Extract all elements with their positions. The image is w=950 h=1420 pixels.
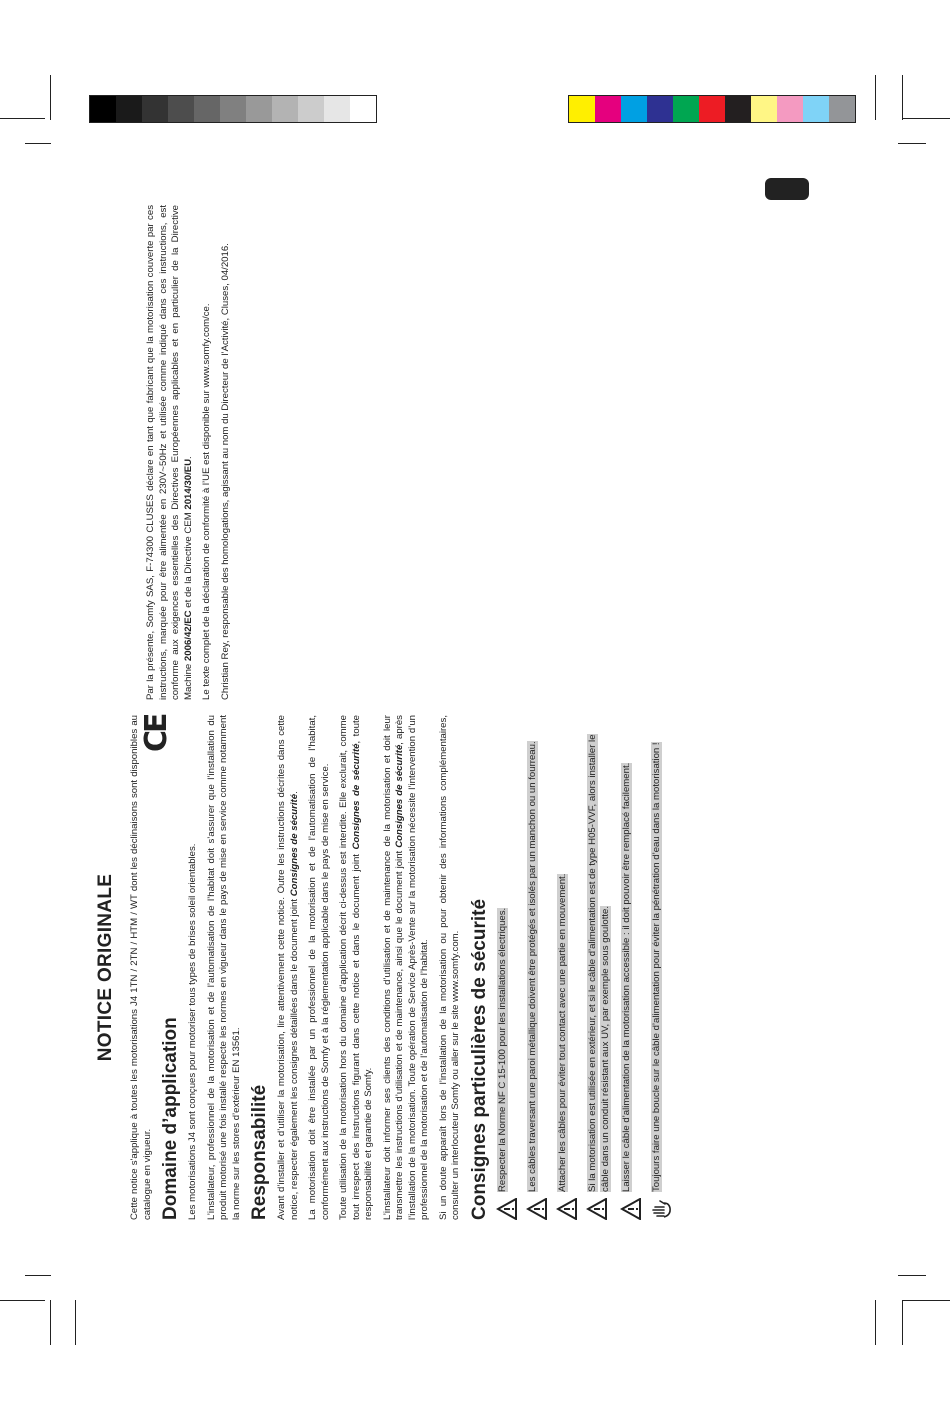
consigne-text: Respecter la Norme NF C 15-100 pour les installations électriques.	[496, 907, 508, 1192]
responsabilite-p1: Avant d’installer et d’utiliser la motorisation, lire attentivement cette notice. Outre les instructions décrites dans cette notice, respecter également les consignes détaillées dans le document joint Consignes de sécurité.	[276, 715, 300, 1220]
warning-icon	[586, 1198, 608, 1220]
warning-icon	[526, 1198, 548, 1220]
consigne-text: Laisser le câble d’alimentation de la motorisation accessible : il doit pouvoir être remplacé facilement.	[620, 762, 632, 1192]
crop-mark	[902, 118, 950, 119]
crop-mark	[25, 1275, 51, 1276]
page-title: NOTICE ORIGINALE	[95, 873, 116, 1062]
crop-mark	[50, 1300, 51, 1345]
declaration-p3: Christian Rey, responsable des homologations, agissant au nom du Directeur de l’Activité, Cluses, 04/2016.	[219, 243, 231, 700]
warning-icon	[620, 1198, 642, 1220]
process-swatch	[829, 96, 855, 122]
crop-mark	[902, 75, 903, 120]
responsabilite-p3: Toute utilisation de la motorisation hors du domaine d’application décrit ci-dessus est interdite. Elle exclurait, comme tout irrespect des instructions figurant dans cette notice et dans le document joint Consignes de sécurité, toute responsabilité et garantie de Somfy.	[338, 715, 374, 1220]
consignes-list	[496, 715, 672, 1220]
crop-mark	[0, 1300, 45, 1301]
responsabilite-p5: Si un doute apparaît lors de l’installation de la motorisation ou pour obtenir des informations complémentaires, consulter un interlocuteur Somfy ou aller sur le site www.somfy.com.	[437, 715, 461, 1220]
process-swatch	[803, 96, 829, 122]
ce-mark-icon: CE	[139, 715, 174, 752]
warning-icon	[496, 1198, 518, 1220]
crop-mark	[50, 75, 51, 120]
domaine-p2: L’installateur, professionnel de la motorisation et de l’automatisation de l’habitat doit s’assurer que l’installation du produit motorisé une fois installé respecte les normes en vigueur dans le pays de mise en service comme notamment la norme sur les stores d’extérieur EN 13561.	[205, 715, 242, 1220]
declaration-p1: Par la présente, Somfy SAS, F-74300 CLUSES déclare en tant que fabricant que la motorisation couverte par ces instructions, marquée pour être alimentée en 230V~50Hz et utilisée comme indiqué dans ces instructions, est conforme aux exigences essentielles des Directives Européennes applicables et en particulier de la Directive Machine 2006/42/EC et de la Directive CEM 2014/30/EU.	[145, 205, 194, 700]
consigne-text: Toujours faire une boucle sur le câble d’alimentation pour éviter la pénétration d’eau dans la motorisation !	[650, 742, 662, 1192]
consigne-text: Les câbles traversant une paroi métallique doivent être protégés et isolés par un manchon ou un fourreau.	[526, 741, 538, 1192]
responsabilite-p2: La motorisation doit être installée par un professionnel de la motorisation et de l’automatisation de l’habitat, conformément aux instructions de Somfy et à la réglementation applicable dans le pays de mise en service.	[307, 715, 331, 1220]
consignes-heading: Consignes particulières de sécurité	[468, 898, 490, 1220]
consigne-text: Attacher les câbles pour éviter tout contact avec une partie en mouvement.	[556, 873, 568, 1192]
right-column	[139, 205, 238, 752]
consigne-item	[526, 715, 548, 1220]
warning-icon	[556, 1198, 578, 1220]
crop-mark	[898, 1275, 926, 1276]
hand-icon	[650, 1198, 672, 1220]
crop-mark	[875, 75, 876, 120]
responsabilite-heading: Responsabilité	[249, 1084, 270, 1220]
crop-mark	[902, 1300, 903, 1345]
consigne-item	[556, 715, 578, 1220]
responsabilite-p4: L’installateur doit informer ses clients des conditions d’utilisation et de maintenance de la motorisation et doit leur transmettre les instructions d’utilisation et de maintenance, ainsi que le document joint Consignes de sécurité, après l’installation de la motorisation. Toute opération de Service Après-Vente sur la motorisation nécessite l’intervention d’un professionnel de la motorisation et de l’automatisation de l’habitat.	[381, 715, 430, 1220]
crop-mark	[25, 143, 51, 144]
domaine-heading: Domaine d’application	[160, 1017, 181, 1220]
consigne-item	[650, 715, 672, 1220]
left-column	[95, 715, 680, 1220]
consigne-item	[620, 715, 642, 1220]
domaine-p1: Les motorisations J4 sont conçues pour motoriser tous types de brises soleil orientables.	[187, 843, 198, 1220]
crop-mark	[902, 1300, 950, 1301]
consigne-item	[586, 715, 612, 1220]
intro-text: Cette notice s'applique à toutes les motorisations J4 1TN / 2TN / HTM / WT dont les déclinaisons sont disponibles au catalogue en vigueur.	[129, 715, 153, 1220]
consigne-item	[496, 715, 518, 1220]
rotated-page	[95, 0, 795, 1280]
crop-mark	[75, 1300, 76, 1345]
crop-mark	[875, 1300, 876, 1345]
crop-mark	[0, 118, 45, 119]
declaration-p2: Le texte complet de la déclaration de conformité à l’UE est disponible sur www.somfy.com/ce.	[201, 303, 212, 700]
consigne-text: Si la motorisation est utilisée en extérieur, et si le câble d’alimentation est de type H05-VVF, alors installer le câble dans un conduit résistant aux UV, par exemple sous goulotte.	[586, 734, 611, 1192]
crop-mark	[898, 143, 926, 144]
